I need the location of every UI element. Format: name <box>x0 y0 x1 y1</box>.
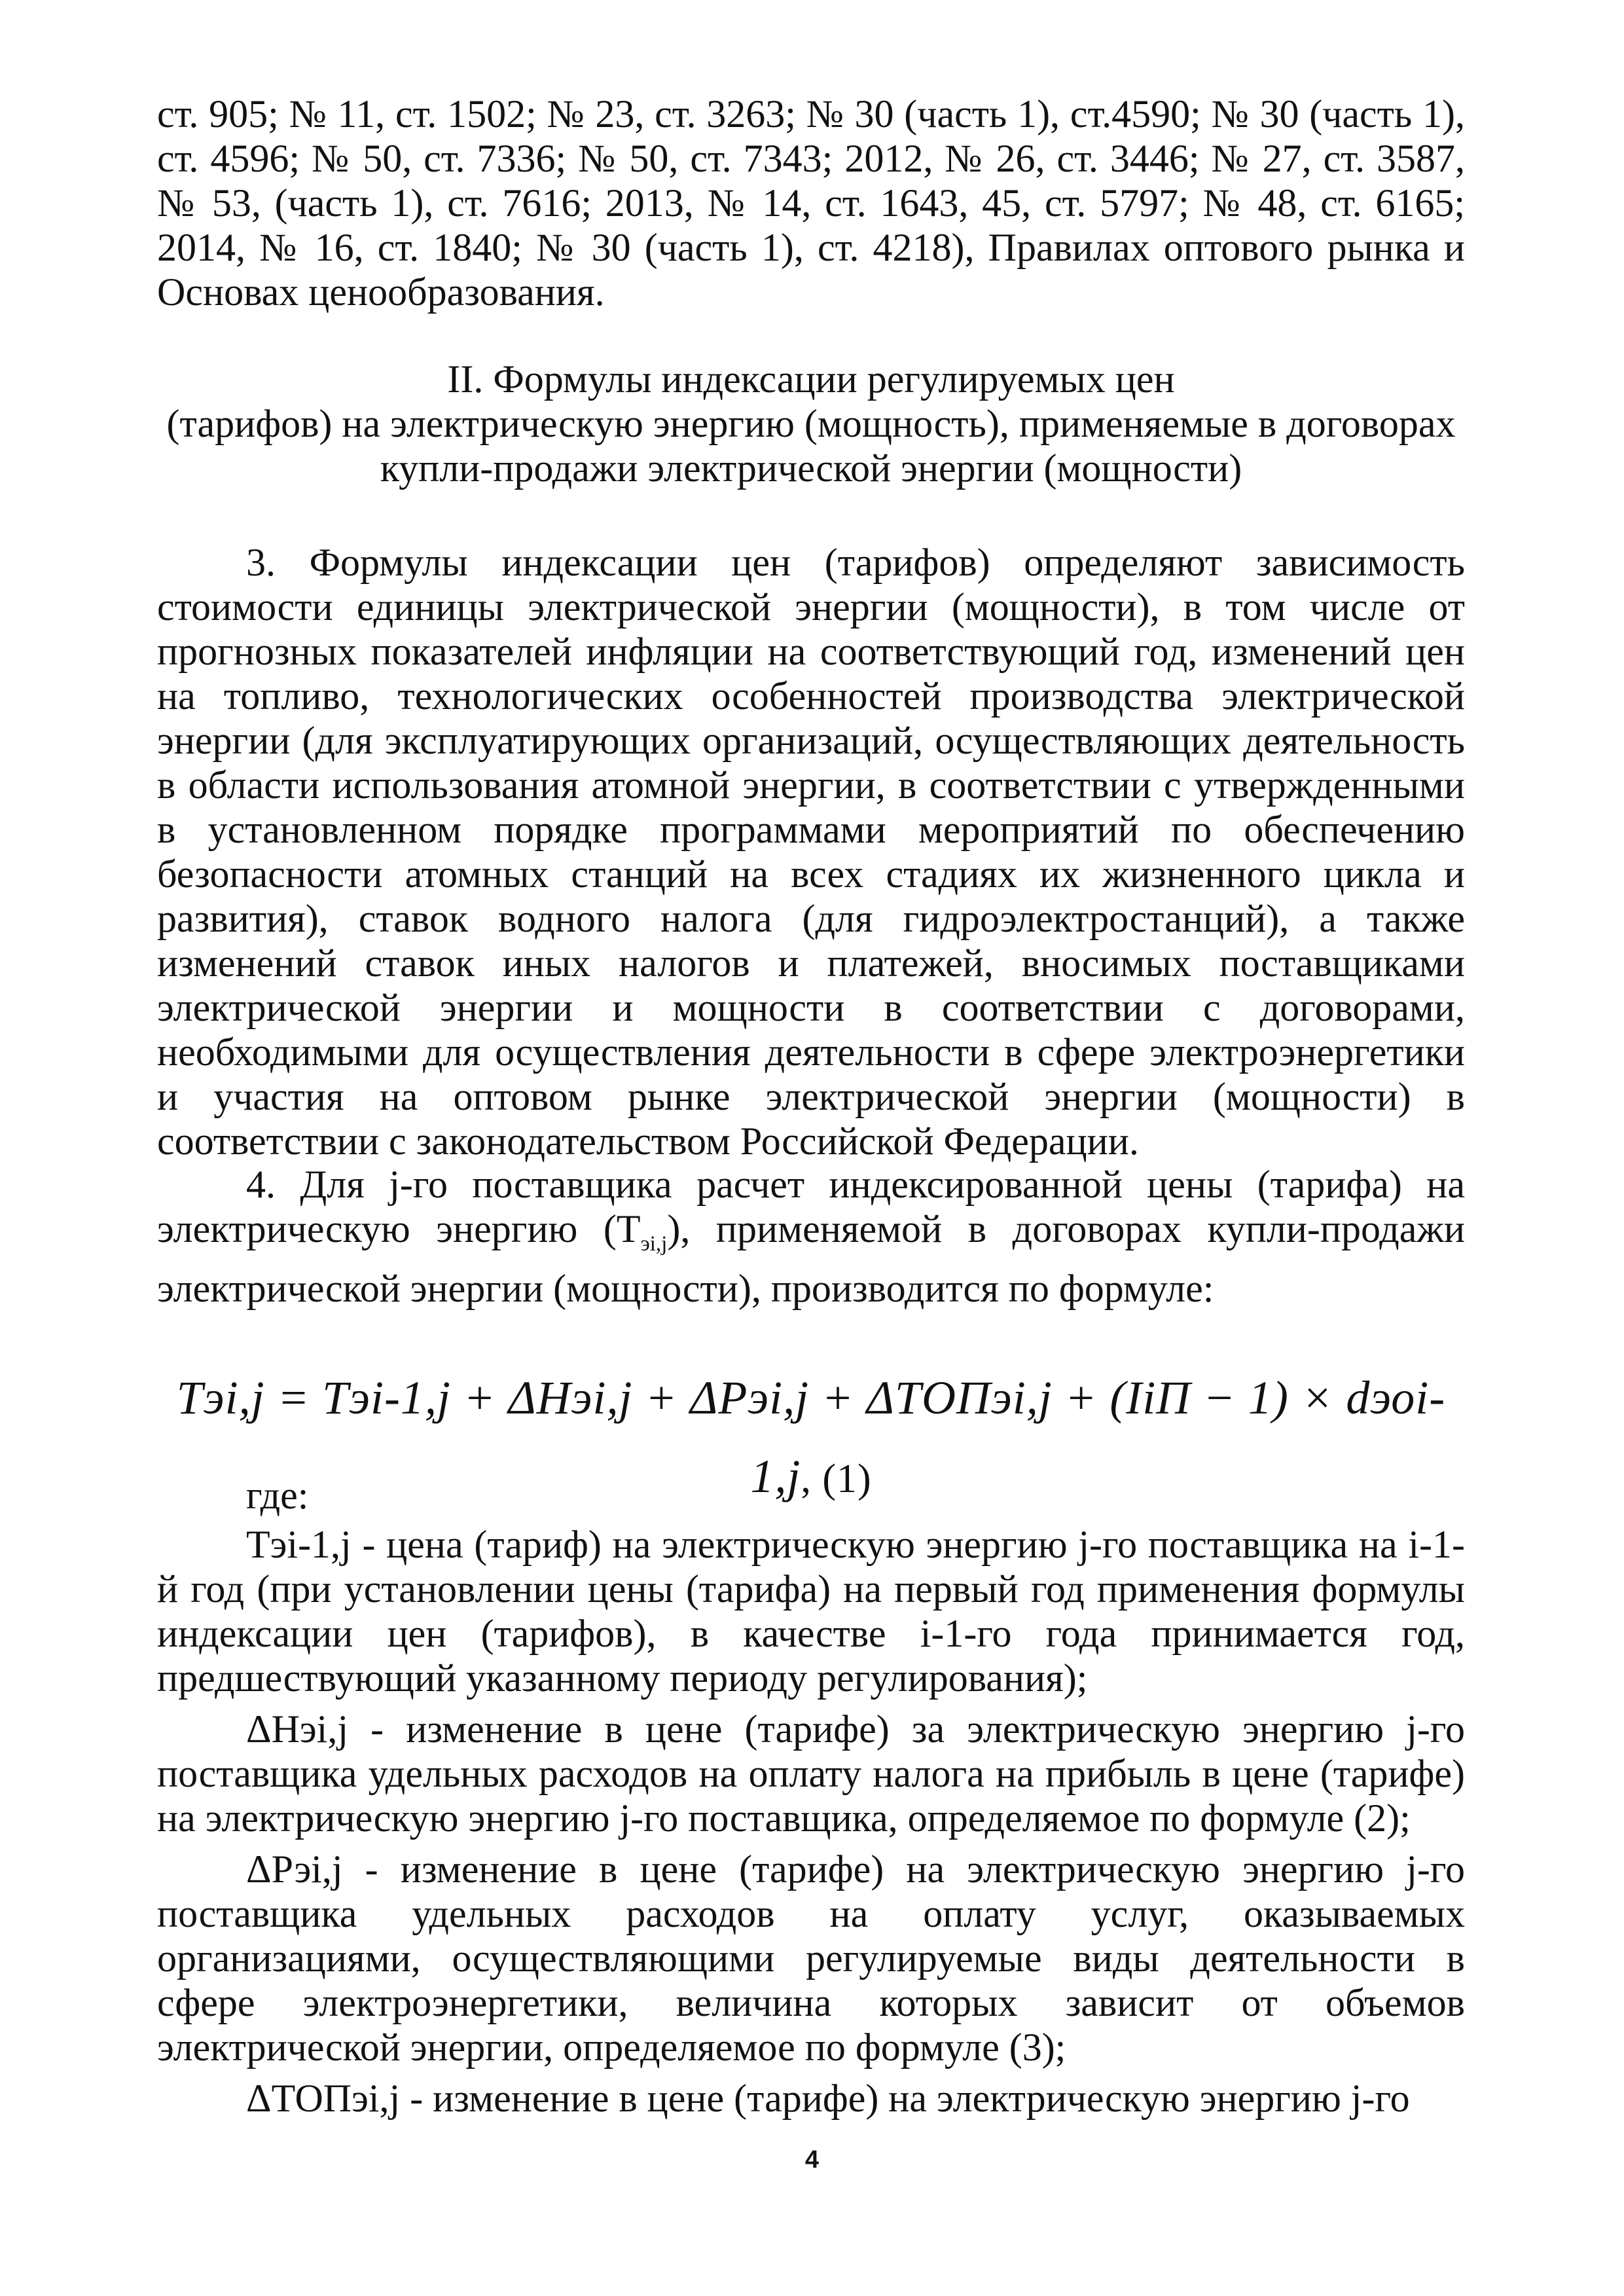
section-heading-line-2: (тарифов) на электрическую энергию (мощность), применяемые в договорах <box>166 402 1456 445</box>
paragraph-4-before: 4. Для j-го поставщика расчет индексированной цены (тарифа) на электрическую энергию (T <box>157 1163 1465 1250</box>
paragraph-4-subscript: эi,j <box>640 1232 668 1256</box>
definition-symbol: ΔНэi,j <box>246 1707 349 1751</box>
section-heading-line-1: II. Формулы индексации регулируемых цен <box>447 357 1175 401</box>
paragraph-3: 3. Формулы индексации цен (тарифов) определяют зависимость стоимости единицы электрической энергии (мощности), в том числе от прогнозных показателей инфляции на соответствующий год, изменений цен на топливо, технологических особенностей производства электрической энергии (для эксплуатирующих организаций, осуществляющих деятельность в области использования атомной энергии, в соответствии с утвержденными в установленном порядке программами мероприятий по обеспечению безопасности атомных станций на всех стадиях их жизненного цикла и развития), ставок водного налога (для гидроэлектростанций), а также изменений ставок иных налогов и платежей, вносимых поставщиками электрической энергии и мощности в соответствии с договорами, необходимыми для осуществления деятельности в сфере электроэнергетики и участия на оптовом рынке электрической энергии (мощности) в соответствии с законодательством Российской Федерации. <box>157 541 1465 1163</box>
formula-expression: Tэi,j = Tэi-1,j + ΔHэi,j + ΔPэi,j + ΔТОПэi,j + (IiП − 1) × dэоi-1,j <box>176 1372 1446 1503</box>
page-number: 4 <box>804 2146 820 2174</box>
where-label: где: <box>246 1474 309 1517</box>
definition-text: - цена (тариф) на электрическую энергию j-го поставщика на i-1-й год (при установлении цены (тарифа) на первый год применения формулы индексации цен (тарифов), в качестве i-1-го года принимается год, предшествующий указанному периоду регулирования); <box>157 1523 1465 1700</box>
definition-item <box>157 1707 1465 1840</box>
definition-text: - изменение в цене (тарифе) на электрическую энергию j-го поставщика удельных расходов на оплату услуг, оказываемых организациями, осуществляющими регулируемые виды деятельности в сфере электроэнергетики, величина которых зависит от объемов электрической энергии, определяемое по формуле (3); <box>157 1848 1465 2069</box>
definition-item <box>157 1847 1465 2069</box>
definition-item <box>157 2076 1465 2121</box>
paragraph-4 <box>157 1162 1465 1311</box>
definition-text: - изменение в цене (тарифе) на электрическую энергию j-го <box>400 2077 1410 2120</box>
paragraph-4-after: ), применяемой в договорах купли-продажи электрической энергии (мощности), производится по формуле: <box>157 1207 1465 1310</box>
intro-paragraph: ст. 905; № 11, ст. 1502; № 23, ст. 3263; № 30 (часть 1), ст.4590; № 30 (часть 1), ст. 4596; № 50, ст. 7336; № 50, ст. 7343; 2012, № 26, ст. 3446; № 27, ст. 3587, № 53, (часть 1), ст. 7616; 2013, № 14, ст. 1643, 45, ст. 5797; № 48, ст. 6165; 2014, № 16, ст. 1840; № 30 (часть 1), ст. 4218), Правилах оптового рынка и Основах ценообразования. <box>157 92 1465 314</box>
definition-symbol: Tэi-1,j <box>246 1523 352 1566</box>
section-heading <box>157 357 1465 490</box>
section-heading-line-3: купли-продажи электрической энергии (мощности) <box>380 446 1242 490</box>
definitions-list <box>157 1522 1465 2127</box>
definition-symbol: ΔТОПэi,j <box>246 2077 401 2120</box>
definition-item <box>157 1522 1465 1700</box>
definition-symbol: ΔРэi,j <box>246 1848 343 1891</box>
definition-text: - изменение в цене (тарифе) за электрическую энергию j-го поставщика удельных расходов на оплату налога на прибыль в цене (тарифе) на электрическую энергию j-го поставщика, определяемое по формуле (2); <box>157 1707 1465 1840</box>
formula-number: , (1) <box>801 1457 872 1501</box>
